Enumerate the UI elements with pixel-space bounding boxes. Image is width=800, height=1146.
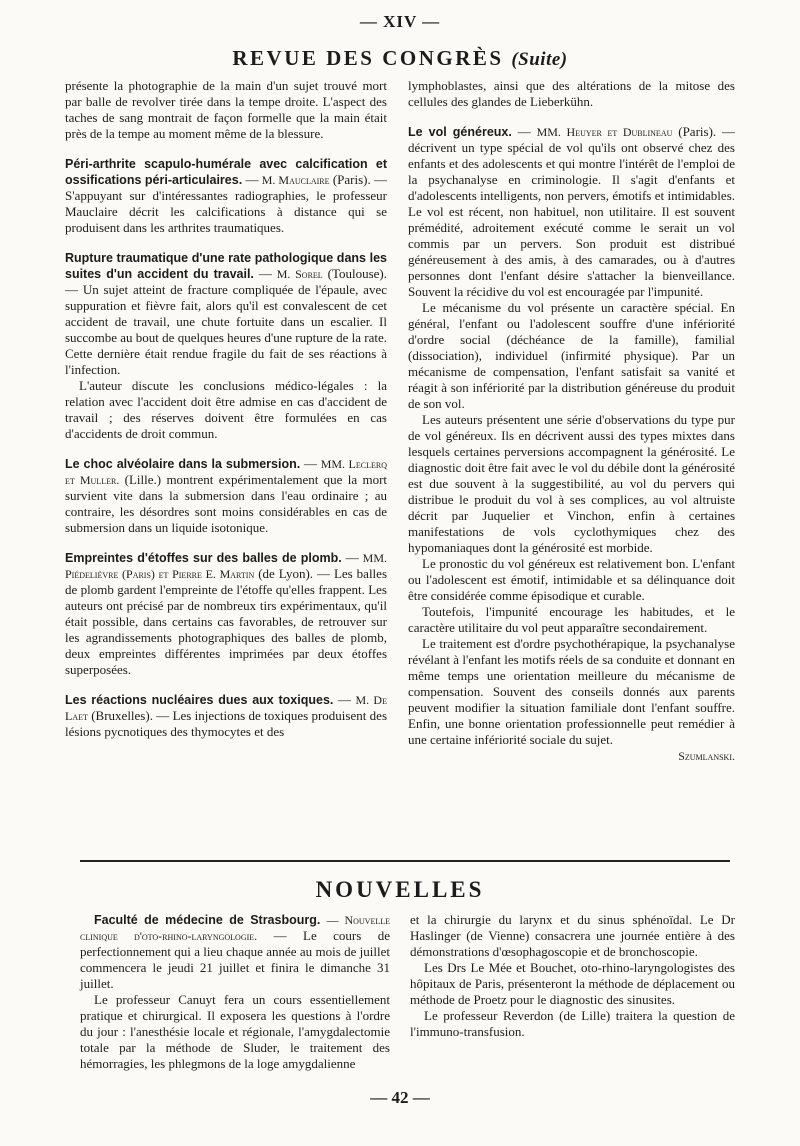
article-author: MM. Leclerq et Muller. (65, 457, 387, 487)
paragraph: Le pronostic du vol généreux est relativement bon. L'enfant ou l'adolescent est émotif, intimidable et sa délinquance doit être considérée comme épisodique et curable. (408, 556, 735, 603)
section-divider (80, 860, 730, 862)
article-title: Les réactions nucléaires dues aux toxiques. (65, 693, 334, 707)
article-choc-alveolaire (65, 456, 387, 536)
paragraph: Rupture traumatique d'une rate pathologique dans les suites d'un accident du travail. — M. Sorel (Toulouse). — Un sujet atteint de fracture compliquée de l'épaule, avec suppuration et fièvre fait, alors qu'il est convalescent de cet accident de travail, une chute fortuite dans un escalier. Il succombe au bout de quelques heures d'une rupture de la rate. Cette dernière était rendue fragile du fait de ses réactions à l'infection. (65, 251, 388, 377)
article-text: (Paris). — décrivent un type spécial de vol qu'ils ont observé chez des enfants et des adolescents et qui montre l'intérêt de l'emploi de la psychanalyse en criminologie. Il s'agit d'enfants et d'adolescents intelligents, non pervers, émotifs et intimidables. Le vol est récent, non habituel, non utilitaire. Il est souvent prémédité, adroitement exécuté comme le serait un vol commis par un pervers. Son produit est distribué généreusement à des amis, à des camarades, ou à d'autres personnes dont l'enfant désire s'attacher la bienveillance. Souvent la récidive du vol est encouragée par l'impunité. (408, 124, 736, 299)
paragraph: Le mécanisme du vol présente un caractère spécial. En général, l'enfant ou l'adolescent souffre d'une infériorité d'ordre social (déchéance de la famille), familial (dissociation), individuel (infirmité physique). Par un mécanisme de compensation, l'enfant satisfait sa vanité et réagit à son infériorité par la distribution généreuse du produit de son vol. (408, 300, 735, 411)
article-rupture-rate (65, 250, 387, 442)
article-continuation (65, 78, 387, 142)
article-periarthrite (65, 156, 387, 236)
article-author: MM. Piédelièvre (Paris) et Pierre E. Martin (65, 551, 387, 581)
article-title: Rupture traumatique d'une rate pathologique dans les suites d'un accident du travail. (65, 251, 387, 281)
running-head-title: REVUE DES CONGRÈS (232, 46, 504, 70)
left-column (65, 78, 387, 740)
news-right-column (410, 912, 735, 1040)
running-head-suite: (Suite) (511, 49, 568, 70)
paragraph (80, 912, 390, 992)
paragraph: présente la photographie de la main d'un sujet trouvé mort par balle de revolver tirée dans la tempe droite. L'aspect des taches de sang montrait de façon formelle que la main était près de la tempe au moment même de la blessure. (65, 78, 387, 141)
article-author: M. De Laet (65, 693, 387, 723)
paragraph: Les auteurs présentent une série d'observations du type pur de vol généreux. Ils en décrivent aussi des types mixtes dans lesquels certaines perversions accompagnent la générosité. Le diagnostic doit être fait avec le vol du débile dont la générosité est due souvent à la suggestibilité, au vol du pervers qui distribue le produit du vol à ses complices, au vol altruiste décrit par Juquelier et Vinchon, enfin à certaines manifestations de vols cyclothymiques chez des hypomaniaques dont la générosité est morbide. (408, 412, 735, 555)
article-text: (Toulouse). — Un sujet atteint de fracture compliquée de l'épaule, avec suppuration et fièvre fait, alors qu'il est convalescent de cet accident de travail, une chute fortuite dans un escalier. Il succombe au bout de quelques heures d'une rupture de la rate. Cette dernière était rendue fragile du fait de ses réactions à l'infection. (65, 266, 388, 377)
page-roman-numeral: — XIV — (359, 12, 441, 31)
paragraph: Les réactions nucléaires dues aux toxiques. — M. De Laet (Bruxelles). — Les injections de toxiques produisent des lésions pycnotiques des thymocytes et des (65, 692, 388, 739)
article-vol-genereux (408, 124, 735, 764)
article-text: (Bruxelles). — Les injections de toxiques produisent des lésions pycnotiques des thymocytes et des (65, 708, 388, 739)
paragraph: lymphoblastes, ainsi que des altérations de la mitose des cellules des glandes de Lieberkühn. (408, 78, 735, 109)
article-text: (Paris). — S'appuyant sur d'intéressantes radiographies, le professeur Mauclaire décrit les calcifications à distance qui se produisent dans les arthrites traumatiques. (65, 172, 387, 235)
section-title-nouvelles: NOUVELLES (315, 877, 485, 902)
news-sublead: — Nouvelle clinique d'oto-rhino-laryngologie. (80, 913, 391, 943)
paragraph: Les Drs Le Mée et Bouchet, oto-rhino-laryngologistes des hôpitaux de Paris, présenteront la méthode de déplacement ou méthode de Proetz pour le diagnostic des sinusites. (410, 960, 735, 1007)
paragraph: Le choc alvéolaire dans la submersion. — MM. Leclerq et Muller. (Lille.) montrent expérimentalement que la mort survient vite dans la submersion dans l'eau ordinaire ; au contraire, les désordres sont moins considérables en cas de submersion dans un liquide isotonique. (65, 456, 388, 535)
article-title: Empreintes d'étoffes sur des balles de plomb. (65, 551, 342, 565)
paragraph: Le traitement est d'ordre psychothérapique, la psychanalyse révélant à l'enfant les motifs réels de sa conduite et donnant en même temps une orientation meilleure du mécanisme de compensation. Souvent des conseils donnés aux parents peuvent modifier la situation familiale dont l'enfant souffre. Enfin, une bonne orientation professionnelle peut remédier à une certaine infériorité sociale du sujet. (408, 636, 735, 747)
article-author: M. Mauclaire (261, 173, 330, 187)
running-head (0, 46, 800, 71)
article-text: (de Lyon). — Les balles de plomb gardent l'empreinte de l'étoffe qu'elles frappent. Les auteurs ont précisé par de nombreux tirs expérimentaux, qu'il était possible, dans certains cas favorables, de retrouver sur les agrandissements photographiques des balles de plomb, deux empreintes différentes imprimées par deux étoffes superposées. (65, 566, 387, 677)
article-signature: Szumlanski. (678, 749, 735, 763)
paragraph: Le vol généreux. — MM. Heuyer et Dublineau (Paris). — décrivent un type spécial de vol qu'ils ont observé chez des enfants et des adolescents et qui montre l'intérêt de l'emploi de la psychanalyse en criminologie. Il s'agit d'enfants et d'adolescents intelligents, non pervers, émotifs et intimidables. Le vol est récent, non habituel, non utilitaire. Il est souvent prémédité, adroitement exécuté comme le serait un vol commis par un pervers. Son produit est distribué généreusement à des amis, à des camarades, ou à d'autres personnes dont l'enfant désire s'attacher la bienveillance. Souvent la récidive du vol est encouragée par l'impunité. (408, 124, 736, 299)
article-empreintes (65, 550, 387, 678)
article-title: Le choc alvéolaire dans la submersion. (65, 457, 301, 471)
paragraph: et la chirurgie du larynx et du sinus sphénoïdal. Le Dr Haslinger (de Vienne) consacrera une journée entière à des démonstrations d'œsophagoscopie et de bronchoscopie. (410, 912, 735, 959)
page-number: — 42 — (370, 1088, 430, 1107)
right-column (408, 78, 735, 764)
news-lead: Faculté de médecine de Strasbourg. (94, 913, 321, 927)
article-title: Péri-arthrite scapulo-humérale avec calcification et ossifications péri-articulaires. (65, 157, 387, 187)
paragraph: Empreintes d'étoffes sur des balles de plomb. — MM. Piédelièvre (Paris) et Pierre E. Martin (de Lyon). — Les balles de plomb gardent l'empreinte de l'étoffe qu'elles frappent. Les auteurs ont précisé par de nombreux tirs expérimentaux, qu'il était possible, dans certains cas favorables, de retrouver sur les agrandissements photographiques des balles de plomb, deux empreintes différentes imprimées par deux étoffes superposées. (65, 550, 387, 677)
article-reactions-nucleaires (65, 692, 387, 740)
article-continuation (408, 78, 735, 110)
paragraph: Le professeur Reverdon (de Lille) traitera la question de l'immuno-transfusion. (410, 1008, 735, 1039)
article-author: M. Sorel (276, 267, 323, 281)
article-title: Le vol généreux. (408, 125, 512, 139)
news-text: — Le cours de perfectionnement qui a lieu chaque année au mois de juillet commencera le jeudi 21 juillet et finira le dimanche 31 juillet. (80, 928, 390, 991)
paragraph: Péri-arthrite scapulo-humérale avec calcification et ossifications péri-articulaires. — M. Mauclaire (Paris). — S'appuyant sur d'intéressantes radiographies, le professeur Mauclaire décrit les calcifications à distance qui se produisent dans les arthrites traumatiques. (65, 157, 387, 235)
paragraph: Toutefois, l'impunité encourage les habitudes, et le caractère utilitaire du vol peut apparaître secondairement. (408, 604, 735, 635)
paragraph: Le professeur Canuyt fera un cours essentiellement pratique et chirurgical. Il exposera les questions à l'ordre du jour : l'anesthésie locale et régionale, l'amygdalectomie totale par la méthode de Sluder, le traitement des hémorragies, les phlegmons de la loge amygdalienne (80, 992, 390, 1071)
news-left-column (80, 912, 390, 1072)
paragraph: L'auteur discute les conclusions médico-légales : la relation avec l'accident doit être admise en cas d'accident de travail ; des réserves doivent être formulées en cas d'accidents de droit commun. (65, 378, 387, 441)
article-text: (Lille.) montrent expérimentalement que la mort survient vite dans la submersion dans l'eau ordinaire ; au contraire, les désordres sont moins considérables en cas de submersion dans un liquide isotonique. (65, 472, 388, 535)
article-author: MM. Heuyer et Dublineau (536, 125, 673, 139)
